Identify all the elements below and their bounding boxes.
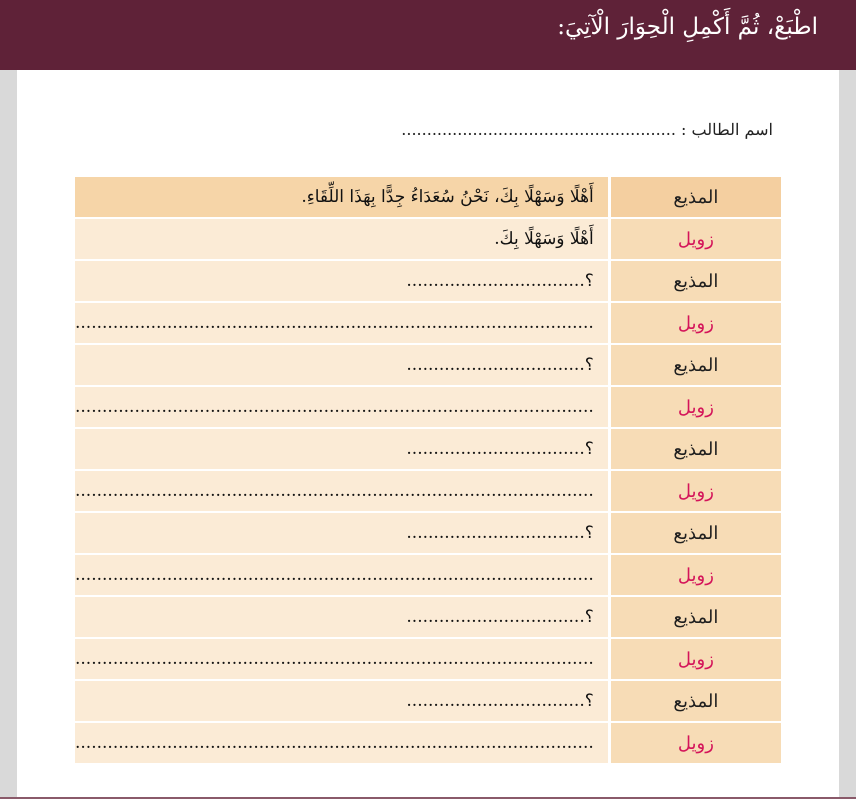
speaker-zewail: زويل: [608, 387, 781, 429]
dialogue-blank-answer[interactable]: ................................................................................................: [75, 555, 608, 597]
worksheet-header: [0, 0, 856, 70]
speaker-announcer: المذيع: [608, 513, 781, 555]
dialogue-blank-answer[interactable]: ................................................................................................: [75, 471, 608, 513]
speaker-zewail: زويل: [608, 219, 781, 261]
dialogue-blank-question[interactable]: ؟.................................: [75, 261, 608, 303]
dialogue-blank-answer[interactable]: ................................................................................................: [75, 639, 608, 681]
dialogue-blank-question[interactable]: ؟.................................: [75, 513, 608, 555]
dialogue-row: [75, 681, 781, 723]
dialogue-blank-answer[interactable]: ................................................................................................: [75, 387, 608, 429]
student-name-blank[interactable]: ......................................................: [401, 120, 676, 139]
speaker-announcer: المذيع: [608, 681, 781, 723]
dialogue-row: [75, 345, 781, 387]
exercise-instruction: اطْبَعْ، ثُمَّ أَكْمِلِ الْحِوَارَ الْآتِيَ:: [557, 14, 818, 40]
speaker-announcer: المذيع: [608, 597, 781, 639]
speaker-zewail: زويل: [608, 471, 781, 513]
dialogue-blank-answer[interactable]: ................................................................................................: [75, 303, 608, 345]
speaker-zewail: زويل: [608, 555, 781, 597]
student-name-label: اسم الطالب :: [681, 120, 773, 139]
dialogue-blank-question[interactable]: ؟.................................: [75, 429, 608, 471]
speaker-zewail: زويل: [608, 303, 781, 345]
speaker-zewail: زويل: [608, 723, 781, 765]
dialogue-row: [75, 597, 781, 639]
dialogue-line: أَهْلًا وَسَهْلًا بِكَ.: [75, 219, 608, 261]
student-name-field[interactable]: [401, 120, 773, 139]
dialogue-blank-question[interactable]: ؟.................................: [75, 345, 608, 387]
dialogue-blank-question[interactable]: ؟.................................: [75, 681, 608, 723]
dialogue-row: [75, 261, 781, 303]
dialogue-row: [75, 303, 781, 345]
dialogue-row: [75, 555, 781, 597]
dialogue-blank-question[interactable]: ؟.................................: [75, 597, 608, 639]
dialogue-row: [75, 387, 781, 429]
speaker-zewail: زويل: [608, 639, 781, 681]
dialogue-line: أَهْلًا وَسَهْلًا بِكَ، نَحْنُ سُعَدَاءُ جِدًّا بِهَذَا اللِّقَاءِ.: [75, 177, 608, 219]
dialogue-row: [75, 219, 781, 261]
dialogue-row: [75, 723, 781, 765]
dialogue-row: [75, 177, 781, 219]
speaker-announcer: المذيع: [608, 429, 781, 471]
speaker-announcer: المذيع: [608, 177, 781, 219]
dialogue-row: [75, 513, 781, 555]
dialogue-row: [75, 639, 781, 681]
dialogue-table: [75, 177, 781, 765]
speaker-announcer: المذيع: [608, 261, 781, 303]
dialogue-blank-answer[interactable]: ................................................................................................: [75, 723, 608, 765]
dialogue-row: [75, 429, 781, 471]
speaker-announcer: المذيع: [608, 345, 781, 387]
dialogue-row: [75, 471, 781, 513]
